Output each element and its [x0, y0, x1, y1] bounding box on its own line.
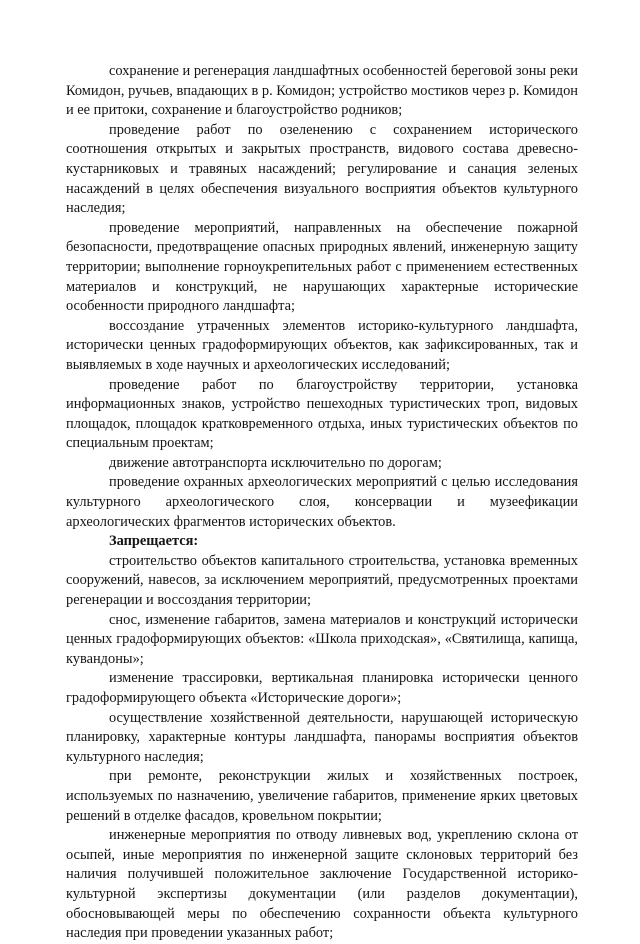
document-page	[66, 62, 578, 944]
paragraph-road-tracing-ban: изменение трассировки, вертикальная планировка исторически ценного градоформирующего объекта «Исторические дороги»;	[66, 670, 578, 706]
paragraph-improvement-works: проведение работ по благоустройству территории, установка информационных знаков, устройство пешеходных туристических троп, видовых площадок, площадок кратковременного отдыха, иных туристических объектов по специальным проектам;	[66, 376, 578, 452]
paragraph-engineering-measures: инженерные мероприятия по отводу ливневых вод, укреплению склона от осыпей, иные мероприятия по инженерной защите склоновых территорий без наличия получившей положительное заключение Государственной историко-культурной экспертизы документации (или разделов документации), обосновывающей меры по обеспечению сохранности объекта культурного наследия при проведении указанных работ;	[66, 827, 578, 942]
paragraph-repair-restrictions: при ремонте, реконструкции жилых и хозяйственных построек, используемых по назначению, увеличение габаритов, применение ярких цветовых решений в отделке фасадов, кровельном покрытии;	[66, 768, 578, 824]
paragraph-recreation-of-elements: воссоздание утраченных элементов историко-культурного ландшафта, исторически ценных градоформирующих объектов, как зафиксированных, так и выявляемых в ходе научных и археологических исследований;	[66, 317, 578, 373]
paragraph-riverbank-preservation: сохранение и регенерация ландшафтных особенностей береговой зоны реки Комидон, ручьев, впадающих в р. Комидон; устройство мостиков через р. Комидон и ее притоки, сохранение и благоустройство родников;	[66, 63, 578, 119]
paragraph-archaeological-measures: проведение охранных археологических мероприятий с целью исследования культурного археологического слоя, консервации и музеефикации археологических фрагментов исторических объектов.	[66, 474, 578, 530]
paragraph-construction-ban: строительство объектов капитального строительства, установка временных сооружений, навесов, за исключением мероприятий, предусмотренных проектами регенерации и воссоздания территории;	[66, 552, 578, 609]
paragraph-economic-activity-ban: осуществление хозяйственной деятельности, нарушающей историческую планировку, характерные контуры ландшафта, панорамы восприятия объектов культурного наследия;	[66, 709, 578, 765]
paragraph-fire-safety: проведение мероприятий, направленных на обеспечение пожарной безопасности, предотвращение опасных природных явлений, инженерную защиту территории; выполнение горноукрепительных работ с применением естественных материалов и конструкций, не нарушающих характерные исторические особенности природного ландшафта;	[66, 219, 578, 315]
section-heading-prohibited: Запрещается:	[109, 533, 199, 550]
paragraph-demolition-ban: снос, изменение габаритов, замена материалов и конструкций исторически ценных градоформирующих объектов: «Школа приходская», «Святилища, капища, кувандоны»;	[66, 611, 578, 667]
paragraph-vehicle-traffic: движение автотранспорта исключительно по дорогам;	[109, 454, 442, 471]
paragraph-landscaping: проведение работ по озеленению с сохранением исторического соотношения открытых и закрытых пространств, видового состава древесно-кустарниковых и травяных насаждений; регулирование и санация зеленых насаждений в целях обеспечения визуального восприятия объектов культурного наследия;	[66, 121, 578, 217]
